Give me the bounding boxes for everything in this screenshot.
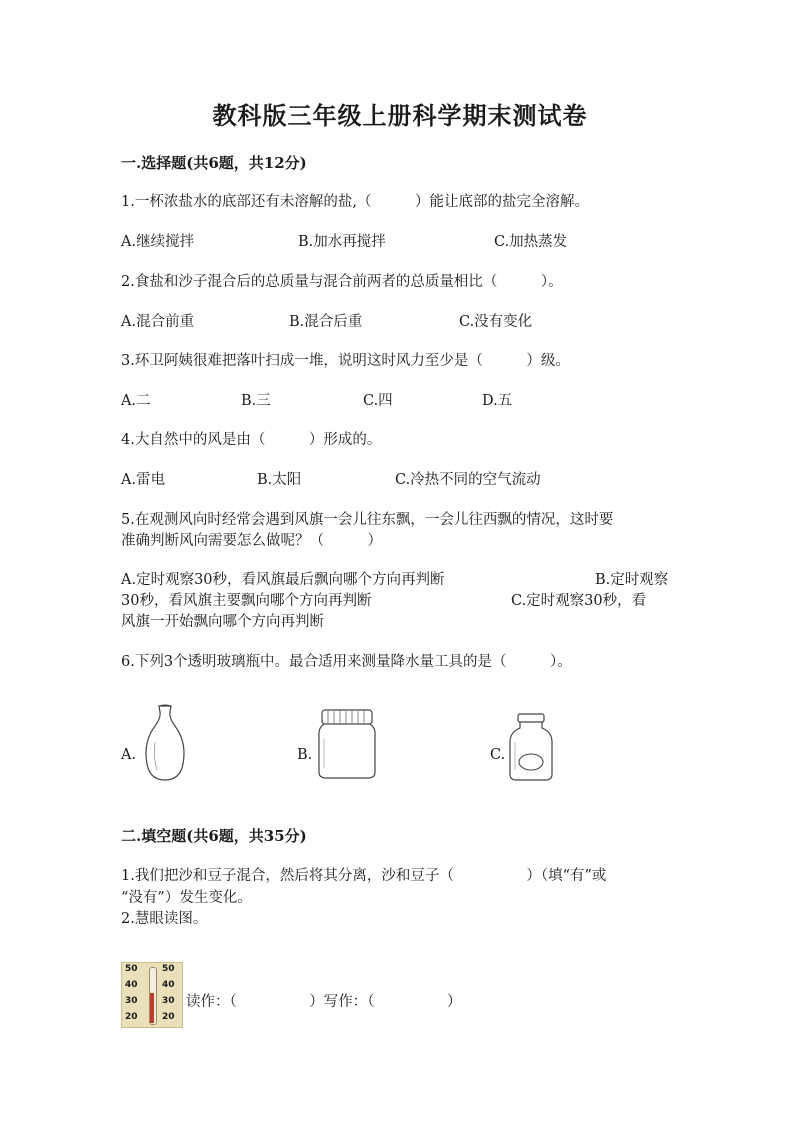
q5-option-b-start: B.定时观察 bbox=[595, 572, 669, 588]
fill-question-1-line-2: “没有”）发生变化。 bbox=[121, 890, 252, 906]
thermo-label-right-30: 30 bbox=[162, 996, 175, 1006]
thermo-label-right-40: 40 bbox=[162, 980, 175, 990]
thermo-label-left-30: 30 bbox=[125, 996, 138, 1006]
q4-option-a: A.雷电 bbox=[121, 472, 166, 488]
thermo-label-left-50: 50 bbox=[125, 964, 138, 974]
q2-option-c: C.没有变化 bbox=[459, 314, 533, 330]
q2-option-a: A.混合前重 bbox=[121, 314, 195, 330]
question-4: 4.大自然中的风是由（ ）形成的。 bbox=[121, 432, 382, 448]
q1-option-b: B.加水再搅拌 bbox=[298, 234, 386, 250]
jar-bottle-image bbox=[314, 708, 380, 782]
q5-option-a: A.定时观察30秒，看风旗最后飘向哪个方向再判断 bbox=[121, 572, 445, 588]
q5-option-c-rest: 风旗一开始飘向哪个方向再判断 bbox=[121, 614, 324, 630]
q6-option-c-label: C. bbox=[490, 747, 506, 763]
thermo-label-right-50: 50 bbox=[162, 964, 175, 974]
fill-question-1-line-1: 1.我们把沙和豆子混合，然后将其分离，沙和豆子（ ）（填“有”或 bbox=[121, 868, 607, 884]
section-heading-fill: 二.填空题(共6题，共35分) bbox=[121, 827, 307, 845]
q1-option-a: A.继续搅拌 bbox=[121, 234, 195, 250]
section-heading-choice: 一.选择题(共6题，共12分) bbox=[121, 154, 307, 172]
q3-option-d: D.五 bbox=[482, 393, 513, 409]
q3-option-a: A.二 bbox=[121, 393, 151, 409]
medicine-bottle-image bbox=[506, 712, 556, 782]
fill-question-2: 2.慧眼读图。 bbox=[121, 911, 208, 927]
question-1: 1.一杯浓盐水的底部还有未溶解的盐,（ ）能让底部的盐完全溶解。 bbox=[121, 194, 589, 210]
thermometer-image bbox=[121, 962, 183, 1028]
question-5-line-1: 5.在观测风向时经常会遇到风旗一会儿往东飘，一会儿往西飘的情况，这时要 bbox=[121, 512, 614, 528]
thermo-label-right-20: 20 bbox=[162, 1012, 175, 1022]
q6-option-b-label: B. bbox=[297, 747, 313, 763]
q2-option-b: B.混合后重 bbox=[289, 314, 363, 330]
q5-option-c-start: C.定时观察30秒，看 bbox=[511, 593, 647, 609]
page-title: 教科版三年级上册科学期末测试卷 bbox=[212, 101, 588, 130]
q4-option-b: B.太阳 bbox=[257, 472, 302, 488]
question-6: 6.下列3个透明玻璃瓶中。最合适用来测量降水量工具的是（ ）。 bbox=[121, 654, 572, 670]
question-3: 3.环卫阿姨很难把落叶扫成一堆，说明这时风力至少是（ ）级。 bbox=[121, 353, 570, 369]
q5-option-b-rest: 30秒，看风旗主要飘向哪个方向再判断 bbox=[121, 593, 372, 609]
thermo-label-left-40: 40 bbox=[125, 980, 138, 990]
q3-option-b: B.三 bbox=[241, 393, 271, 409]
q3-option-c: C.四 bbox=[363, 393, 393, 409]
thermo-label-left-20: 20 bbox=[125, 1012, 138, 1022]
q6-option-a-label: A. bbox=[121, 747, 137, 763]
vase-bottle-image bbox=[135, 702, 195, 784]
question-2: 2.食盐和沙子混合后的总质量与混合前两者的总质量相比（ ）。 bbox=[121, 274, 563, 290]
thermometer-answer: 读作：（ ）写作：（ ） bbox=[186, 994, 462, 1010]
q4-option-c: C.冷热不同的空气流动 bbox=[395, 472, 541, 488]
question-5-line-2: 准确判断风向需要怎么做呢？（ ） bbox=[121, 533, 382, 549]
q1-option-c: C.加热蒸发 bbox=[494, 234, 568, 250]
